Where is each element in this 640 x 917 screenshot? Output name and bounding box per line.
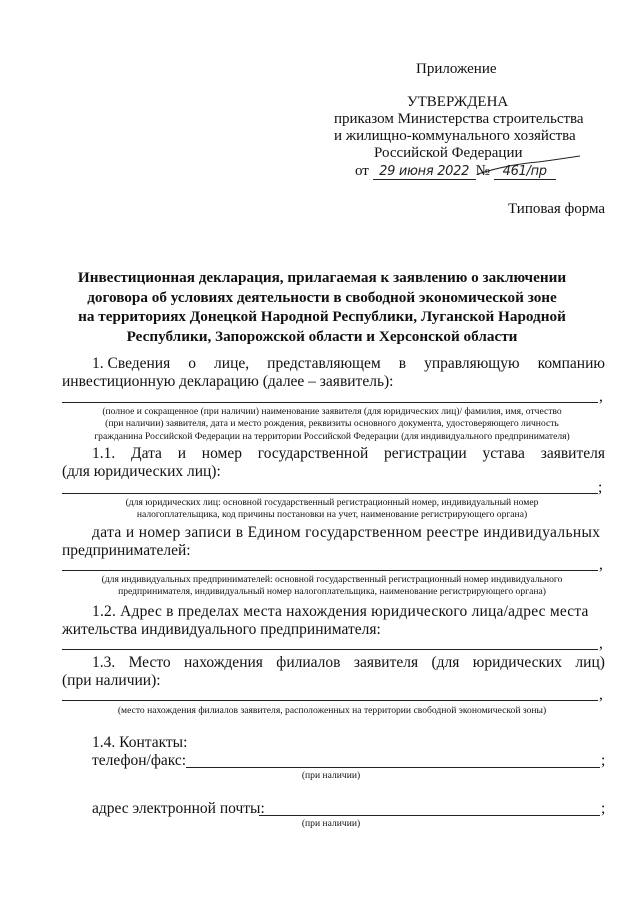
order-line-2: и жилищно-коммунального хозяйства	[334, 128, 576, 144]
word: лиц)	[575, 654, 605, 671]
note-line: (для юридических лиц: основной государственный регистрационный номер, индивидуальный номер	[125, 497, 539, 508]
field-end-semicolon: ;	[601, 752, 606, 769]
applicant-name-field[interactable]	[62, 402, 598, 403]
section-1-3-note: (место нахождения филиалов заявителя, расположенных на территории свободной экономической зоны)	[117, 705, 547, 716]
title-line-3: на территориях Донецкой Народной Республики, Луганской Народной	[78, 308, 566, 325]
section-1-1-line-1	[92, 445, 605, 463]
note-line: предпринимателя, индивидуальный номер налогоплательщика, наименование регистрирующего органа)	[118, 586, 546, 598]
branches-field[interactable]	[62, 700, 598, 701]
word: заявителя	[353, 654, 419, 671]
field-end-semicolon: ;	[601, 800, 606, 817]
section-1-4-title: 1.4. Контакты:	[92, 734, 188, 751]
word: государственной	[257, 445, 369, 462]
number-value: 461/пр	[494, 164, 556, 180]
email-note: (при наличии)	[301, 818, 361, 829]
word: компанию	[537, 355, 605, 372]
section-1-line-1	[92, 355, 605, 373]
egrip-line-1: дата и номер записи в Едином государственном реестре индивидуальных	[92, 524, 601, 541]
field-end-comma: ,	[599, 686, 603, 703]
field-end-semicolon: ;	[598, 479, 603, 496]
word: Место	[128, 654, 171, 671]
word: в	[398, 355, 407, 372]
section-1-line-2: инвестиционную декларацию (далее – заявитель):	[62, 373, 394, 390]
word: юридических	[472, 654, 563, 671]
note-line: налогоплательщика, код причины постановки на учет, наименование регистрирующего органа)	[136, 509, 528, 521]
section-1-note	[62, 406, 602, 443]
field-end-comma: ,	[599, 556, 603, 573]
number-sign: №	[475, 163, 490, 179]
date-prefix: от	[355, 163, 369, 179]
word: 1.3.	[92, 654, 116, 671]
field-end-comma: ,	[599, 388, 603, 405]
handwritten-stroke	[476, 154, 586, 184]
word: о	[188, 355, 197, 372]
charter-registration-field[interactable]	[62, 493, 598, 494]
section-1-1-note	[62, 497, 602, 522]
order-line-1: приказом Министерства строительства	[334, 111, 584, 127]
order-line-3: Российской Федерации	[374, 145, 523, 161]
section-1-3-line-1	[92, 654, 605, 672]
word: филиалов	[276, 654, 341, 671]
word: представляющем	[267, 355, 381, 372]
word: 1. Сведения	[92, 355, 171, 372]
word: номер	[201, 445, 242, 462]
word: 1.1.	[92, 445, 116, 462]
appendix-label: Приложение	[416, 61, 497, 77]
approved-label: УТВЕРЖДЕНА	[407, 94, 509, 110]
word: Дата	[131, 445, 162, 462]
note-line: гражданина Российской Федерации на территории Российской Федерации (для индивидуального предпринимателя)	[94, 430, 570, 442]
word: лице,	[214, 355, 250, 372]
egrip-record-field[interactable]	[62, 570, 598, 571]
date-value: 29 июня 2022	[373, 164, 476, 180]
phone-note: (при наличии)	[301, 770, 361, 781]
address-field[interactable]	[62, 649, 598, 650]
email-field[interactable]	[259, 815, 600, 816]
note-line: (при наличии) заявителя, дата и место рождения, реквизиты основного документа, удостоверяющего личность	[105, 418, 559, 430]
phone-label: телефон/факс:	[92, 752, 187, 769]
note-line: (полное и сокращенное (при наличии) наименование заявителя (для юридических лиц)/ фамилия, имя, отчество	[102, 406, 562, 417]
document-title	[62, 268, 582, 346]
form-type-label: Типовая форма	[508, 201, 606, 217]
email-label: адрес электронной почты:	[92, 800, 265, 817]
word: регистрации	[384, 445, 467, 462]
egrip-line-2: предпринимателей:	[62, 542, 191, 559]
title-line-2: договора об условиях деятельности в свободной экономической зоне	[87, 288, 557, 306]
egrip-note	[62, 574, 602, 599]
title-line-1: Инвестиционная декларация, прилагаемая к заявлению о заключении	[77, 269, 567, 286]
note-line: (для индивидуальных предпринимателей: основной государственный регистрационный номер индивидуального	[101, 574, 563, 585]
word: заявителя	[540, 445, 605, 462]
section-1-2-line-1: 1.2. Адрес в пределах места нахождения юридического лица/адрес места	[92, 603, 589, 620]
section-1-3-line-2: (при наличии):	[62, 672, 161, 689]
word: и	[177, 445, 187, 462]
section-1-1-line-2: (для юридических лиц):	[62, 463, 221, 480]
word: нахождения	[184, 654, 263, 671]
title-line-4: Республики, Запорожской области и Херсонской области	[126, 327, 518, 345]
word: управляющую	[424, 355, 520, 372]
section-1-2-line-2: жительства индивидуального предпринимателя:	[62, 621, 381, 638]
field-end-comma: ,	[599, 635, 603, 652]
word: устава	[482, 445, 525, 462]
word: (для	[431, 654, 460, 671]
phone-field[interactable]	[186, 767, 600, 768]
